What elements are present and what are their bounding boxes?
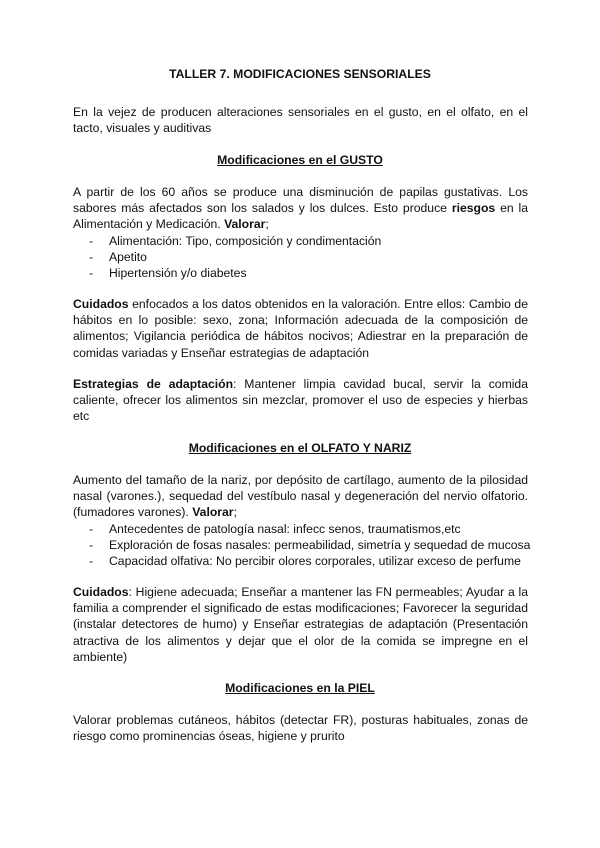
section-heading-gusto: Modificaciones en el GUSTO: [217, 153, 383, 167]
list-item: - Capacidad olfativa: No percibir olores corporales, utilizar exceso de perfume: [73, 553, 528, 569]
olfato-cuidados-text: : Higiene adecuada; Enseñar a mantener las FN permeables; Ayudar a la familia a comprender el significado de estas modificaciones; Favorecer la seguridad (instalar detectores de humo) y Enseñar estrategias de adaptación (Presentación atractiva de los alimentos y dejar que el olor de la comida se impregne en el ambiente): [73, 585, 528, 664]
olfato-paragraph: [73, 472, 528, 521]
intro-paragraph: [73, 104, 528, 136]
olfato-cuidados-paragraph: [73, 584, 528, 665]
intro-text: En la vejez de producen alteraciones sensoriales en el gusto, en el olfato, en el tacto, visuales y auditivas: [73, 105, 528, 136]
gusto-text-a: A partir de los 60 años se produce una disminución de papilas gustativas. Los sabores más afectados son los salados y los dulces. Esto produce: [73, 185, 528, 216]
list-item: - Alimentación: Tipo, composición y condimentación: [73, 233, 528, 249]
gusto-paragraph: [73, 184, 528, 233]
gusto-estrategias-text: : Mantener limpia cavidad bucal, servir la comida caliente, ofrecer los alimentos sin mezclar, promover el uso de especies y hierbas etc: [73, 377, 528, 424]
list-item: - Antecedentes de patología nasal: infecc senos, traumatismos,etc: [73, 521, 528, 537]
gusto-estrategias-label: Estrategias de adaptación: [73, 377, 234, 391]
piel-paragraph: [73, 712, 528, 744]
olfato-section: [73, 472, 531, 569]
olfato-cuidados-label: Cuidados: [73, 585, 129, 599]
gusto-valorar-list: [73, 233, 528, 282]
section-heading-piel: Modificaciones en la PIEL: [225, 681, 375, 695]
gusto-estrategias-paragraph: [73, 376, 528, 425]
gusto-riesgos: riesgos: [451, 201, 496, 216]
section-heading-olfato: Modificaciones en el OLFATO Y NARIZ: [188, 441, 412, 455]
olfato-valorar-list: [73, 521, 531, 570]
gusto-cuidados-text: enfocados a los datos obtenidos en la valoración. Entre ellos: Cambio de hábitos en lo posible: sexo, zona; Información adecuada de la composición de alimentos; Vigilancia periódica de hábitos nocivos; Adiestrar en la preparación de comidas variadas y Enseñar estrategias de adaptación: [73, 297, 528, 360]
document-title: TALLER 7. MODIFICACIONES SENSORIALES: [169, 67, 431, 81]
gusto-text-c: ;: [265, 217, 269, 232]
olfato-valorar: Valorar: [192, 505, 234, 520]
gusto-cuidados-paragraph: [73, 296, 528, 361]
gusto-text-b: en la Alimentación y Medicación.: [73, 201, 528, 232]
list-item: - Exploración de fosas nasales: permeabilidad, simetría y sequedad de mucosa: [73, 537, 528, 553]
gusto-cuidados-label: Cuidados: [73, 297, 129, 311]
list-item: - Hipertensión y/o diabetes: [73, 265, 528, 281]
gusto-valorar: Valorar: [224, 217, 266, 232]
olfato-text-a: Aumento del tamaño de la nariz, por depósito de cartílago, aumento de la pilosidad nasal (varones.), sequedad del vestíbulo nasal y degeneración del nervio olfatorio. (fumadores varones).: [73, 473, 528, 520]
olfato-text-b: ;: [233, 505, 237, 520]
gusto-section: [73, 184, 528, 281]
piel-text: Valorar problemas cutáneos, hábitos (detectar FR), posturas habituales, zonas de riesgo como prominencias óseas, higiene y prurito: [73, 713, 528, 744]
list-item: - Apetito: [73, 249, 528, 265]
